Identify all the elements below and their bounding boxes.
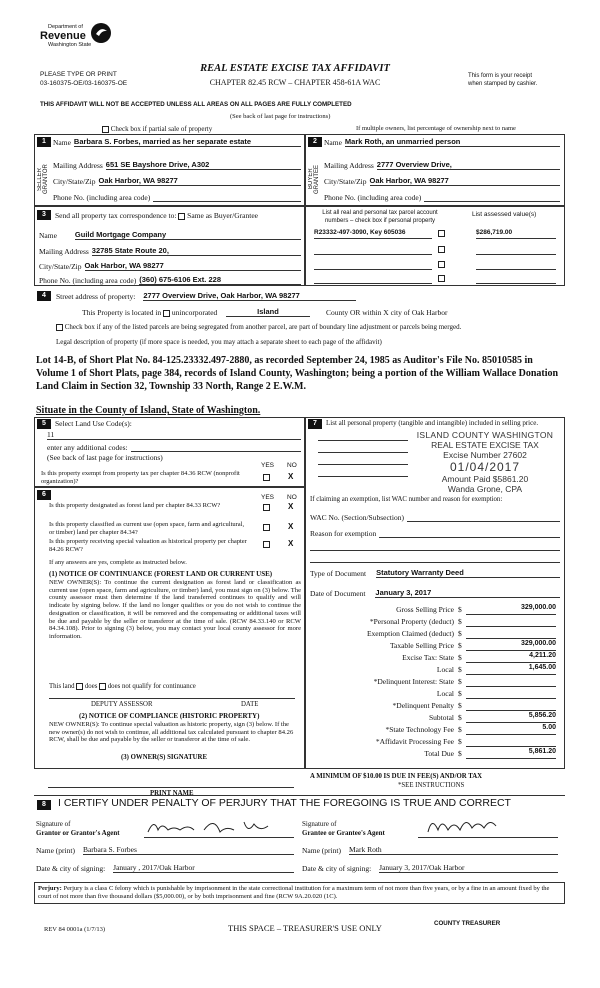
tax-corr-address[interactable]: 32785 State Route 20, — [92, 246, 301, 256]
tax-row-currency: $ — [458, 677, 462, 686]
tax-row — [310, 640, 560, 652]
forest-yes-checkbox[interactable] — [263, 504, 270, 511]
tax-row-label: Exemption Claimed (deduct) — [366, 629, 454, 638]
grantee-signature[interactable] — [418, 826, 558, 838]
owner-signature-line[interactable] — [48, 787, 294, 788]
current-use-yes-checkbox[interactable] — [263, 524, 270, 531]
print-name-label: PRINT NAME — [150, 790, 194, 797]
parcel-1-checkbox[interactable] — [438, 230, 445, 237]
parcel-4-checkbox[interactable] — [438, 275, 445, 282]
tax-row-label: *Personal Property (deduct) — [369, 617, 454, 626]
grantor-date-city[interactable]: January , 2017/Oak Harbor — [113, 863, 294, 873]
county-name[interactable]: Island — [226, 307, 310, 317]
tax-row-label: Gross Selling Price — [396, 605, 454, 614]
tax-row-currency: $ — [458, 617, 462, 626]
document-type[interactable]: Statutory Warranty Deed — [376, 568, 560, 578]
tax-corr-city[interactable]: Oak Harbor, WA 98277 — [85, 261, 302, 271]
section-number-4: 4 — [37, 291, 51, 301]
county-or-city: County OR within X city of Oak Harbor — [326, 308, 448, 317]
grantor-print-name[interactable]: Barbara S. Forbes — [83, 845, 294, 855]
tax-row-currency: $ — [458, 653, 462, 662]
tax-row-label: Excise Tax: State — [402, 653, 454, 662]
section-1-seller: 1 SELLER GRANTOR Name Barbara S. Forbes, married as her separate estate Mailing Address 651 SE Bayshore Drive, A302 City/State/Zip Oak Harbor, WA 98277 Phone No. (including area code) — [34, 134, 305, 206]
parcel-3-checkbox[interactable] — [438, 261, 445, 268]
tax-row-currency: $ — [458, 749, 462, 758]
legal-label: Legal description of property (if more space is needed, you may attach a separate sheet to each page of the affidavit) — [56, 338, 382, 346]
seller-grantor-label: SELLER GRANTOR — [37, 164, 49, 194]
unincorporated-checkbox[interactable] — [163, 310, 170, 317]
rev-number: REV 84 0001a (1/7/13) — [44, 926, 106, 933]
historic-no-mark[interactable]: X — [288, 539, 294, 548]
section-number-2: 2 — [308, 137, 322, 147]
section-2-buyer: 2 BUYER GRANTEE Name Mark Roth, an unmarried person Mailing Address 2777 Overview Drive, City/State/Zip Oak Harbor, WA 98277 Phone No. (including area code) — [305, 134, 565, 206]
same-as-buyer-checkbox[interactable] — [178, 213, 185, 220]
tax-row-value[interactable]: 5,861.20 — [466, 748, 556, 759]
dept-state: Washington State — [48, 42, 92, 48]
grantee-signature-scribble-icon — [418, 814, 558, 838]
tax-row — [310, 676, 560, 688]
seller-phone[interactable] — [153, 192, 301, 202]
tax-row — [310, 628, 560, 640]
tax-row — [310, 652, 560, 664]
current-use-no-mark[interactable]: X — [288, 522, 294, 531]
tax-row — [310, 748, 560, 760]
section-number-5: 5 — [37, 419, 51, 429]
document-date[interactable]: January 3, 2017 — [375, 588, 560, 598]
section-8-certification: 8 I CERTIFY UNDER PENALTY OF PERJURY THAT THE FOREGOING IS TRUE AND CORRECT Signature of Grantor or Grantor's Agent Signature of Grantee or Grantee's Agent Name (print) Barbara S. Forbes Name (print) Mark Roth Date & city of signing: January , 2017/Oak Harbor Date & city of signing: January 3, 2017/Oak Harbor — [34, 795, 565, 885]
section-number-7: 7 — [308, 419, 322, 429]
land-use-code[interactable]: 11 — [47, 430, 301, 440]
section-5-land-use: 5 Select Land Use Code(s): 11 enter any additional codes: (See back of last page for instructions) YES NO Is this property exempt from property tax per chapter 84.36 RCW (nonprofit organization)? X — [34, 417, 305, 487]
section-7-personal-property: 7 List all personal property (tangible and intangible) included in selling price. ISLAND COUNTY WASHINGTON REAL ESTATE EXCISE TAX Excise Number 27602 01/04/2017 Amount Paid $5861.20 Wanda Grone, CPA If claiming an exemption, list WAC number and reason for exemption: WAC No. (Section/Subsection) Reason for exemption Type of Document Statutory Warranty Deed Date of Document January 3, 2017 — [305, 417, 565, 769]
see-back: (See back of last page for instructions) — [230, 113, 331, 120]
form-ids: 03-160375-OE/03-160375-OE — [40, 80, 128, 87]
tax-row-currency: $ — [458, 665, 462, 674]
treasurer-space: THIS SPACE – TREASURER'S USE ONLY — [228, 923, 382, 933]
parcel-list: List all real and personal tax parcel account numbers – check box if personal property List assessed value(s) R23332-497-3090, Key 605036 $286,719.00 — [305, 206, 565, 286]
tax-row-value[interactable] — [466, 700, 556, 711]
tax-row-value[interactable] — [466, 736, 556, 747]
tax-row-currency: $ — [458, 725, 462, 734]
historic-yes-checkbox[interactable] — [263, 541, 270, 548]
tax-row — [310, 712, 560, 724]
tax-row — [310, 616, 560, 628]
situate: Situate in the County of Island, State of Washington. — [36, 405, 261, 416]
exempt-no-mark[interactable]: X — [288, 472, 294, 481]
tax-row — [310, 736, 560, 748]
segregated-checkbox[interactable] — [56, 324, 63, 331]
tax-row-currency: $ — [458, 689, 462, 698]
section-number-8: 8 — [37, 800, 51, 810]
tax-row-value[interactable]: 329,000.00 — [466, 604, 556, 615]
dor-logo — [40, 22, 120, 50]
tax-row-value[interactable] — [466, 616, 556, 627]
see-instructions: *SEE INSTRUCTIONS — [398, 782, 465, 789]
additional-codes[interactable] — [131, 442, 301, 452]
tax-row-value[interactable]: 4,211.20 — [466, 652, 556, 663]
receipt-note: This form is your receipt when stamped by cashier. — [468, 73, 538, 87]
parcel-1[interactable]: R23332-497-3090, Key 605036 — [314, 229, 432, 239]
tax-row-currency: $ — [458, 629, 462, 638]
seller-address[interactable]: 651 SE Bayshore Drive, A302 — [106, 160, 301, 170]
tax-row-label: Subtotal — [428, 713, 454, 722]
county-treasurer: COUNTY TREASURER — [434, 920, 501, 927]
assessed-value-1[interactable]: $286,719.00 — [476, 229, 556, 239]
tax-row — [310, 664, 560, 676]
section-6-designations: 6 YES NO Is this property designated as forest land per chapter 84.33 RCW? X Is this property classified as current use (open space, farm and agricultural, or timber) land per chapter 84.34? X Is this property receiving special valuation as historical property per chapter 84.26 RCW? X If any answers are yes, complete as instructed below. (1) NOTICE OF CONTINUANCE (FOREST LAND OR CURRENT USE) NEW OWNER(S): To continue the current designation as forest land or classification as current use (open space, farm and agriculture, or timber) land, you must sign on (3) below. The county assessor must then determine if the land transferred continues to qualify and will indicate by signing below. If the land no longer qualifies or you do not wish to continue the designation or classification, it will be removed and the compensating or additional taxes will be due and payable by the seller or transferor at the time of sale. (RCW 84.33.140 or RCW 84.34.108). Prior to signing (3) below, you may contact your local county assessor for more information. This land does does not qualify for continuance DEPUTY ASSESSOR DATE (2) NOTICE OF COMPLIANCE (HISTORIC PROPERTY) NEW OWNER(S): To continue special valuation as historic property, sign (3) below. If the new owner(s) do not wish to continue, all additional tax calculated pursuant to chapter 84.26 RCW, shall be due and payable by the seller or transferor at the time of sale. (3) OWNER(S) SIGNATURE — [34, 487, 305, 769]
type-print: PLEASE TYPE OR PRINT — [40, 71, 117, 78]
tax-row-currency: $ — [458, 713, 462, 722]
tax-row-value[interactable]: 329,000.00 — [466, 640, 556, 651]
wac-number[interactable] — [407, 512, 560, 522]
forest-no-mark[interactable]: X — [288, 502, 294, 511]
tax-corr-name[interactable]: Guild Mortgage Company — [75, 230, 301, 240]
tax-row-currency: $ — [458, 641, 462, 650]
perjury-notice: Perjury: Perjury is a class C felony which is punishable by imprisonment in the state correctional institution for a maximum term of not more than five years, or by a fine in an amount fixed by the court of not more than five thousand dollars ($5,000.00), or by both imprisonment and fine (RCW 9A.20.020 (1C). — [34, 882, 565, 904]
tax-row-value[interactable] — [466, 628, 556, 639]
tax-row — [310, 724, 560, 736]
tax-row-label: *Delinquent Penalty — [392, 701, 454, 710]
dept-label: Department of — [48, 24, 83, 30]
tax-row-currency: $ — [458, 701, 462, 710]
tax-row-value[interactable] — [466, 676, 556, 687]
tax-row-value[interactable]: 5,856.20 — [466, 712, 556, 723]
tax-row-label: *Delinquent Interest: State — [373, 677, 454, 686]
buyer-city[interactable]: Oak Harbor, WA 98277 — [370, 176, 561, 186]
buyer-address[interactable]: 2777 Overview Drive, — [377, 160, 560, 170]
form-title: REAL ESTATE EXCISE TAX AFFIDAVIT — [200, 63, 390, 74]
seller-city[interactable]: Oak Harbor, WA 98277 — [99, 176, 302, 186]
dor-logo-icon — [90, 22, 112, 44]
certify-statement: I CERTIFY UNDER PENALTY OF PERJURY THAT THE FOREGOING IS TRUE AND CORRECT — [58, 797, 511, 809]
property-street[interactable]: 2777 Overview Drive, Oak Harbor, WA 98277 — [143, 291, 356, 301]
seller-name[interactable]: Barbara S. Forbes, married as her separate estate — [74, 137, 301, 147]
tax-row-label: *State Technology Fee — [385, 725, 454, 734]
minimum-due: A MINIMUM OF $10.00 IS DUE IN FEE(S) AND/OR TAX — [310, 773, 483, 780]
warning: THIS AFFIDAVIT WILL NOT BE ACCEPTED UNLESS ALL AREAS ON ALL PAGES ARE FULLY COMPLETED — [40, 101, 352, 108]
exemption-reason[interactable] — [379, 528, 560, 538]
tax-row-label: Local — [436, 665, 454, 674]
tax-row-value[interactable]: 1,645.00 — [466, 664, 556, 675]
section-3-tax-correspondence: 3 Send all property tax correspondence to: Same as Buyer/Grantee Name Guild Mortgage Company Mailing Address 32785 State Route 20, City/State/Zip Oak Harbor, WA 98277 Phone No. (including area code) (360) 675-6106 Ext. 228 — [34, 206, 305, 286]
grantee-print-name[interactable]: Mark Roth — [349, 845, 558, 855]
buyer-phone[interactable] — [424, 192, 560, 202]
tax-row-label: Local — [436, 689, 454, 698]
tax-row-value[interactable] — [466, 688, 556, 699]
chapter: CHAPTER 82.45 RCW – CHAPTER 458-61A WAC — [209, 78, 381, 87]
tax-row-label: Total Due — [424, 749, 454, 758]
dept-name: Revenue — [40, 30, 86, 42]
section-number-6: 6 — [37, 490, 51, 500]
section-number-3: 3 — [37, 210, 51, 220]
tax-row-value[interactable]: 5.00 — [466, 724, 556, 735]
partial-sale-checkbox[interactable] — [102, 126, 109, 133]
parcel-2-checkbox[interactable] — [438, 246, 445, 253]
section-number-1: 1 — [37, 137, 51, 147]
tax-row-currency: $ — [458, 605, 462, 614]
tax-row — [310, 700, 560, 712]
exempt-yes-checkbox[interactable] — [263, 474, 270, 481]
recording-stamp: ISLAND COUNTY WASHINGTON REAL ESTATE EXCISE TAX Excise Number 27602 01/04/2017 Amount Paid $5861.20 Wanda Grone, CPA — [416, 430, 554, 494]
grantee-date-city[interactable]: January 3, 2017/Oak Harbor — [379, 863, 558, 873]
tax-corr-phone[interactable]: (360) 675-6106 Ext. 228 — [139, 275, 301, 285]
does-checkbox[interactable] — [76, 683, 83, 690]
tax-row-currency: $ — [458, 737, 462, 746]
buyer-grantee-label: BUYER GRANTEE — [308, 164, 320, 194]
grantor-signature[interactable] — [144, 826, 294, 838]
tax-row-label: *Affidavit Processing Fee — [375, 737, 454, 746]
multiple-owners: If multiple owners, list percentage of ownership next to name — [356, 125, 516, 132]
tax-row — [310, 688, 560, 700]
does-not-checkbox[interactable] — [99, 683, 106, 690]
tax-row — [310, 604, 560, 616]
tax-table — [310, 604, 560, 760]
partial-sale: Check box if partial sale of property — [102, 125, 212, 133]
legal-description: Lot 14-B, of Short Plat No. 84-125.23332.497-2880, as recorded September 24, 1985 as Auditor's File No. 85010585 in Volume 1 of Short Plats, page 384, records of Island County, Washington; being a portion of the William Wallace Donation Land Claim in Section 32, Township 33 North, Range 2 E.W.M. — [36, 355, 559, 392]
tax-row-label: Taxable Selling Price — [389, 641, 454, 650]
buyer-name[interactable]: Mark Roth, an unmarried person — [345, 137, 560, 147]
grantor-signature-scribble-icon — [144, 816, 294, 838]
